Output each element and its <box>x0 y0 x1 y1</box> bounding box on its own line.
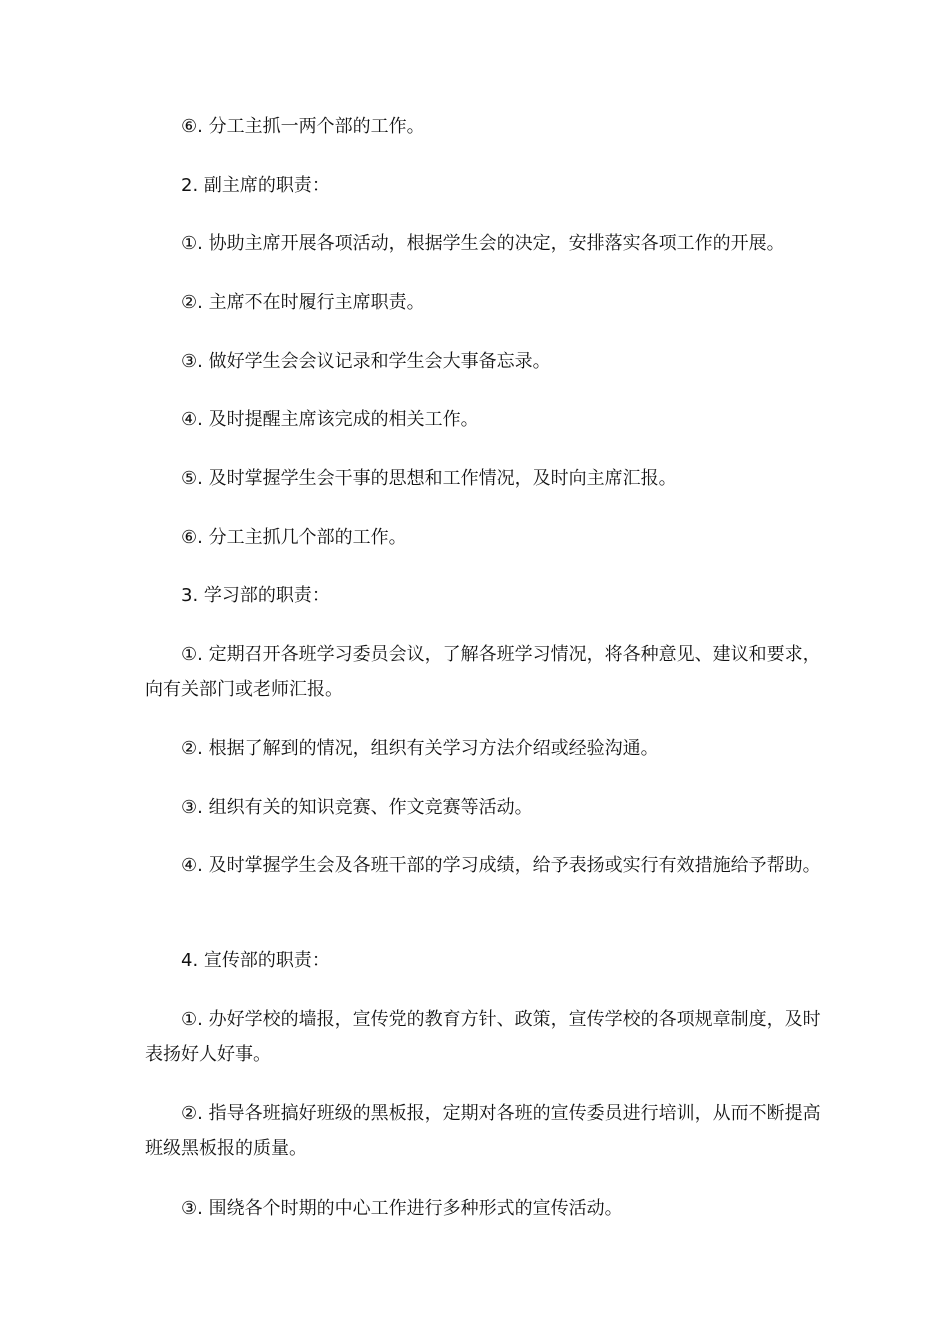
paragraph-item: ⑥. 分工主抓一两个部的工作。 <box>181 116 425 137</box>
section-heading: 4. 宣传部的职责： <box>181 950 330 971</box>
paragraph-item: ④. 及时提醒主席该完成的相关工作。 <box>181 409 479 430</box>
paragraph-item: ①. 办好学校的墙报，宣传党的教育方针、政策，宣传学校的各项规章制度，及时表扬好人好事。 <box>145 1009 821 1065</box>
paragraph-item: ③. 做好学生会会议记录和学生会大事备忘录。 <box>181 351 551 372</box>
paragraph-item: ①. 协助主席开展各项活动，根据学生会的决定，安排落实各项工作的开展。 <box>181 233 785 254</box>
section-heading: 3. 学习部的职责： <box>181 585 330 606</box>
paragraph-item: ⑤. 及时掌握学生会干事的思想和工作情况，及时向主席汇报。 <box>181 468 677 489</box>
paragraph-item: ③. 组织有关的知识竞赛、作文竞赛等活动。 <box>181 797 533 818</box>
paragraph-item: ②. 根据了解到的情况，组织有关学习方法介绍或经验沟通。 <box>181 738 659 759</box>
section-heading: 2. 副主席的职责： <box>181 175 330 196</box>
paragraph-item: ①. 定期召开各班学习委员会议，了解各班学习情况，将各种意见、建议和要求，向有关部门或老师汇报。 <box>145 644 821 700</box>
paragraph-item: ②. 主席不在时履行主席职责。 <box>181 292 425 313</box>
paragraph-item: ④. 及时掌握学生会及各班干部的学习成绩，给予表扬或实行有效措施给予帮助。 <box>181 855 821 876</box>
paragraph-item: ⑥. 分工主抓几个部的工作。 <box>181 527 407 548</box>
paragraph-item: ②. 指导各班搞好班级的黑板报，定期对各班的宣传委员进行培训，从而不断提高班级黑板报的质量。 <box>145 1103 821 1159</box>
paragraph-item: ③. 围绕各个时期的中心工作进行多种形式的宣传活动。 <box>181 1198 623 1219</box>
